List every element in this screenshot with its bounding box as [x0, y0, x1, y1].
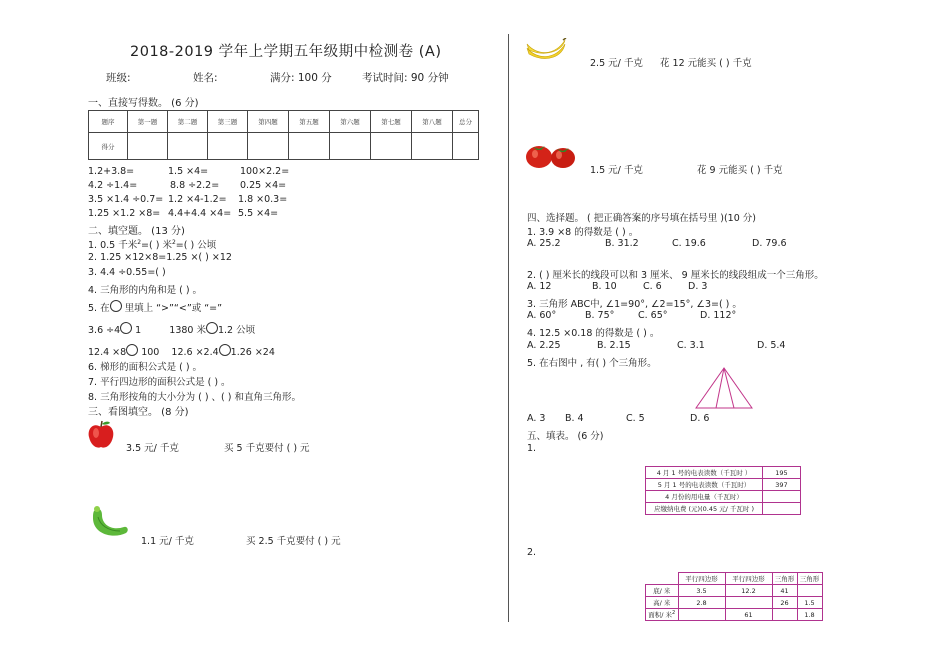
circle-blank-icon[interactable] — [206, 322, 218, 334]
score-header: 第二题 — [168, 111, 208, 133]
table-cell[interactable]: 1.5 — [797, 597, 822, 609]
score-header: 题序 — [89, 111, 128, 133]
choice-option[interactable]: B. 75° — [585, 310, 615, 321]
fill-question: 2. 1.25 ×12×8=1.25 ×( ) ×12 — [88, 252, 232, 263]
choice-option[interactable]: A. 60° — [527, 310, 557, 321]
circle-blank-icon[interactable] — [120, 322, 132, 334]
score-header: 第三题 — [208, 111, 248, 133]
score-cell[interactable] — [453, 133, 479, 160]
table-cell: 高/ 米 — [646, 597, 679, 609]
fill-question: 6. 梯形的面积公式是 ( ) 。 — [88, 362, 203, 373]
choice-option[interactable]: D. 112° — [700, 310, 737, 321]
triangle-figure — [694, 366, 754, 410]
calc-item: 100×2.2= — [240, 166, 290, 177]
section3-heading: 三、看图填空。 (8 分) — [88, 407, 189, 418]
class-label: 班级: — [106, 72, 131, 84]
section1-heading: 一、直接写得数。 (6 分) — [88, 98, 199, 109]
table1-number: 1. — [527, 443, 537, 454]
choice-option[interactable]: B. 31.2 — [605, 238, 639, 249]
fill-question: 5. 在 里填上 “>”“<”或 “=” — [88, 300, 222, 314]
calc-item: 1.8 ×0.3= — [238, 194, 288, 205]
score-header: 总分 — [453, 111, 479, 133]
choice-question: 3. 三角形 ABC中, ∠1=90°, ∠2=15°, ∠3=( ) 。 — [527, 299, 742, 310]
table-cell[interactable] — [763, 491, 801, 503]
choice-option[interactable]: A. 3 — [527, 413, 546, 424]
score-table — [88, 110, 479, 160]
table-cell[interactable]: 397 — [763, 479, 801, 491]
table-cell[interactable] — [678, 609, 725, 621]
table-cell: 平行四边形 — [725, 573, 772, 585]
cucumber-icon — [88, 503, 130, 539]
circle-blank-icon[interactable] — [219, 344, 231, 356]
table-cell: 三角形 — [772, 573, 797, 585]
choice-question: 4. 12.5 ×0.18 的得数是 ( ) 。 — [527, 328, 660, 339]
banana-icon — [525, 38, 567, 66]
table-cell[interactable] — [763, 503, 801, 515]
score-header: 第八题 — [412, 111, 453, 133]
tomato-price: 1.5 元/ 千克 — [590, 165, 643, 176]
name-label: 姓名: — [193, 72, 218, 84]
electricity-table — [645, 466, 801, 515]
calc-item: 1.5 ×4= — [168, 166, 209, 177]
table-cell[interactable]: 3.5 — [678, 585, 725, 597]
score-row-label: 得分 — [89, 133, 128, 160]
choice-option[interactable]: D. 79.6 — [752, 238, 787, 249]
score-cell[interactable] — [371, 133, 412, 160]
calc-item: 0.25 ×4= — [240, 180, 287, 191]
choice-question: 2. ( ) 厘米长的线段可以和 3 厘米、 9 厘米长的线段组成一个三角形。 — [527, 270, 824, 281]
table-cell[interactable] — [725, 597, 772, 609]
area-table — [645, 572, 823, 621]
apple-question: 买 5 千克要付 ( ) 元 — [224, 443, 310, 454]
fill-question: 4. 三角形的内角和是 ( ) 。 — [88, 285, 203, 296]
tomato-question: 花 9 元能买 ( ) 千克 — [697, 165, 783, 176]
table-cell: 4 月份的用电量（千瓦时） — [646, 491, 763, 503]
choice-option[interactable]: B. 2.15 — [597, 340, 631, 351]
fill-question: 3. 4.4 ÷0.55=( ) — [88, 267, 166, 278]
score-header: 第五题 — [289, 111, 330, 133]
table-cell[interactable]: 61 — [725, 609, 772, 621]
fill-question: 8. 三角形按角的大小分为 ( ) 、( ) 和直角三角形。 — [88, 392, 302, 403]
circle-blank-icon[interactable] — [126, 344, 138, 356]
table-cell[interactable]: 195 — [763, 467, 801, 479]
choice-option[interactable]: C. 19.6 — [672, 238, 706, 249]
score-cell[interactable] — [330, 133, 371, 160]
calc-item: 1.2+3.8= — [88, 166, 135, 177]
banana-price: 2.5 元/ 千克 — [590, 58, 643, 69]
table-cell[interactable]: 26 — [772, 597, 797, 609]
score-cell[interactable] — [412, 133, 453, 160]
table-cell: 5 月 1 号的电表读数（千瓦时） — [646, 479, 763, 491]
table-cell[interactable]: 12.2 — [725, 585, 772, 597]
choice-option[interactable]: B. 10 — [592, 281, 617, 292]
circle-blank-icon — [110, 300, 122, 312]
apple-price: 3.5 元/ 千克 — [126, 443, 179, 454]
choice-option[interactable]: A. 25.2 — [527, 238, 561, 249]
choice-option[interactable]: C. 6 — [643, 281, 662, 292]
section5-heading: 五、填表。 (6 分) — [527, 431, 604, 442]
score-cell[interactable] — [208, 133, 248, 160]
fill-question: 7. 平行四边形的面积公式是 ( ) 。 — [88, 377, 231, 388]
choice-option[interactable]: C. 5 — [626, 413, 645, 424]
column-divider — [508, 34, 509, 622]
choice-option[interactable]: D. 5.4 — [757, 340, 786, 351]
score-cell[interactable] — [168, 133, 208, 160]
table-cell[interactable] — [797, 585, 822, 597]
table-cell: 应缴纳电费 (元)(0.45 元/ 千瓦时 ) — [646, 503, 763, 515]
calc-item: 1.25 ×1.2 ×8= — [88, 208, 161, 219]
choice-question: 1. 3.9 ×8 的得数是 ( ) 。 — [527, 227, 639, 238]
section2-heading: 二、填空题。 (13 分) — [88, 226, 185, 237]
choice-option[interactable]: B. 4 — [565, 413, 584, 424]
calc-item: 4.4+4.4 ×4= — [168, 208, 232, 219]
table-cell[interactable]: 41 — [772, 585, 797, 597]
table-cell: 平行四边形 — [678, 573, 725, 585]
time-label: 考试时间: 90 分钟 — [362, 72, 449, 84]
cucumber-price: 1.1 元/ 千克 — [141, 536, 194, 547]
apple-icon — [86, 420, 116, 450]
choice-option[interactable]: A. 12 — [527, 281, 552, 292]
table-cell: 三角形 — [797, 573, 822, 585]
score-header: 第四题 — [248, 111, 289, 133]
table-cell[interactable]: 2.8 — [678, 597, 725, 609]
table-cell: 底/ 米 — [646, 585, 679, 597]
table-cell — [646, 573, 679, 585]
score-cell[interactable] — [289, 133, 330, 160]
banana-question: 花 12 元能买 ( ) 千克 — [660, 58, 752, 69]
calc-item: 3.5 ×1.4 ÷0.7= — [88, 194, 164, 205]
score-header: 第七题 — [371, 111, 412, 133]
table-cell: 面积/ 米$^2$ — [646, 609, 679, 621]
score-header: 第一题 — [128, 111, 168, 133]
score-cell[interactable] — [248, 133, 289, 160]
section4-heading: 四、选择题。 ( 把正确答案的序号填在括号里 )(10 分) — [527, 213, 756, 224]
choice-option[interactable]: A. 2.25 — [527, 340, 561, 351]
choice-option[interactable]: C. 3.1 — [677, 340, 705, 351]
calc-item: 1.2 ×4-1.2= — [168, 194, 227, 205]
calc-item: 4.2 ÷1.4= — [88, 180, 138, 191]
cucumber-question: 买 2.5 千克要付 ( ) 元 — [246, 536, 341, 547]
compare-row: 12.4 ×8 100 12.6 ×2.4 1.26 ×24 — [88, 344, 275, 358]
score-cell[interactable] — [128, 133, 168, 160]
page-title: 2018-2019 学年上学期五年级期中检测卷 (A) — [130, 44, 442, 60]
table2-number: 2. — [527, 547, 537, 558]
tomato-icon — [525, 140, 577, 170]
table-cell: 4 月 1 号的电表读数（千瓦时 ） — [646, 467, 763, 479]
score-label: 满分: 100 分 — [270, 72, 332, 84]
choice-option[interactable]: C. 65° — [638, 310, 668, 321]
choice-option[interactable]: D. 3 — [688, 281, 708, 292]
score-header: 第六题 — [330, 111, 371, 133]
choice-option[interactable]: D. 6 — [690, 413, 710, 424]
fill-question: 1. 0.5 千米$^2$=( ) 米$^2$=( ) 公顷 — [88, 238, 217, 251]
table-cell[interactable]: 1.8 — [797, 609, 822, 621]
calc-item: 5.5 ×4= — [238, 208, 279, 219]
choice-question: 5. 在右图中 , 有( ) 个三角形。 — [527, 358, 657, 369]
table-cell[interactable] — [772, 609, 797, 621]
compare-row: 3.6 ÷4 1 1380 米 1.2 公顷 — [88, 322, 255, 336]
calc-item: 8.8 ÷2.2= — [170, 180, 220, 191]
